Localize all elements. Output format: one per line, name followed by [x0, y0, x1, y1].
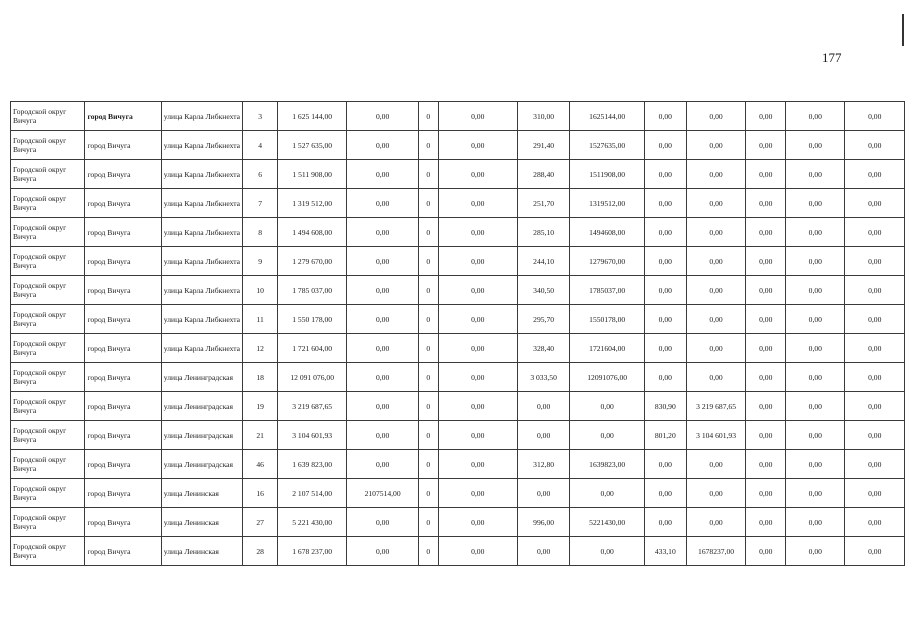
cell-cost-col-12: 0,00 [686, 131, 746, 160]
cell-total-cost: 3 104 601,93 [278, 421, 347, 450]
cell-cost-col-13: 0,00 [746, 450, 786, 479]
cell-cost-col-12: 0,00 [686, 479, 746, 508]
cell-house-number: 16 [243, 479, 278, 508]
cell-cost-col-10: 0,00 [570, 421, 645, 450]
cell-settlement: город Вичуга [85, 218, 161, 247]
cell-settlement: город Вичуга [85, 247, 161, 276]
cell-cost-col-13: 0,00 [746, 537, 786, 566]
scan-edge-mark [902, 14, 904, 46]
cell-settlement: город Вичуга [85, 421, 161, 450]
cell-house-number: 46 [243, 450, 278, 479]
table-row [11, 247, 905, 276]
cell-cost-col-15: 0,00 [845, 247, 905, 276]
cell-area-col-11: 0,00 [644, 363, 686, 392]
cell-municipality: Городской округ Вичуга [11, 392, 85, 421]
cell-street: улица Ленинская [161, 508, 243, 537]
cell-cost-col-15: 0,00 [845, 363, 905, 392]
cell-area-col-9: 0,00 [517, 392, 570, 421]
cell-cost-col-8: 0,00 [438, 131, 517, 160]
cell-municipality: Городской округ Вичуга [11, 102, 85, 131]
cell-cost-col-6: 0,00 [347, 131, 419, 160]
cell-cost-col-14: 0,00 [786, 334, 845, 363]
cell-cost-col-8: 0,00 [438, 508, 517, 537]
cell-cost-col-6: 0,00 [347, 189, 419, 218]
cell-total-cost: 1 527 635,00 [278, 131, 347, 160]
cell-area-col-11: 0,00 [644, 102, 686, 131]
cell-cost-col-10: 1319512,00 [570, 189, 645, 218]
cell-area-col-11: 0,00 [644, 450, 686, 479]
cell-cost-col-8: 0,00 [438, 479, 517, 508]
cell-street: улица Карла Либкнехта [161, 247, 243, 276]
cell-area-col-9: 3 033,50 [517, 363, 570, 392]
cell-settlement: город Вичуга [85, 131, 161, 160]
cell-cost-col-6: 0,00 [347, 363, 419, 392]
cell-cost-col-10: 0,00 [570, 479, 645, 508]
cell-total-cost: 2 107 514,00 [278, 479, 347, 508]
cell-area-col-11: 0,00 [644, 276, 686, 305]
cell-cost-col-14: 0,00 [786, 305, 845, 334]
cell-settlement: город Вичуга [85, 276, 161, 305]
cell-count-col-7: 0 [418, 247, 438, 276]
cell-cost-col-12: 3 104 601,93 [686, 421, 746, 450]
cell-cost-col-14: 0,00 [786, 160, 845, 189]
cell-cost-col-8: 0,00 [438, 363, 517, 392]
cell-street: улица Ленинская [161, 537, 243, 566]
cell-cost-col-6: 0,00 [347, 218, 419, 247]
cell-cost-col-10: 1527635,00 [570, 131, 645, 160]
cell-cost-col-8: 0,00 [438, 189, 517, 218]
cell-area-col-9: 0,00 [517, 537, 570, 566]
cell-count-col-7: 0 [418, 508, 438, 537]
cell-settlement: город Вичуга [85, 102, 161, 131]
cell-house-number: 3 [243, 102, 278, 131]
cell-cost-col-12: 0,00 [686, 450, 746, 479]
cell-count-col-7: 0 [418, 305, 438, 334]
cell-cost-col-10: 1494608,00 [570, 218, 645, 247]
cell-cost-col-14: 0,00 [786, 276, 845, 305]
cell-street: улица Карла Либкнехта [161, 189, 243, 218]
table-row [11, 421, 905, 450]
cell-cost-col-14: 0,00 [786, 450, 845, 479]
cell-house-number: 18 [243, 363, 278, 392]
cell-house-number: 7 [243, 189, 278, 218]
cell-street: улица Ленинская [161, 479, 243, 508]
table-row [11, 334, 905, 363]
cell-total-cost: 5 221 430,00 [278, 508, 347, 537]
cell-area-col-11: 830,90 [644, 392, 686, 421]
cell-cost-col-14: 0,00 [786, 508, 845, 537]
cell-settlement: город Вичуга [85, 392, 161, 421]
cell-area-col-11: 801,20 [644, 421, 686, 450]
cell-area-col-11: 0,00 [644, 305, 686, 334]
cell-total-cost: 1 785 037,00 [278, 276, 347, 305]
table-row [11, 392, 905, 421]
cell-settlement: город Вичуга [85, 189, 161, 218]
cell-cost-col-8: 0,00 [438, 218, 517, 247]
cell-cost-col-13: 0,00 [746, 421, 786, 450]
cell-street: улица Ленинградская [161, 450, 243, 479]
table-row [11, 131, 905, 160]
cell-settlement: город Вичуга [85, 508, 161, 537]
cell-cost-col-13: 0,00 [746, 247, 786, 276]
cell-cost-col-13: 0,00 [746, 363, 786, 392]
cell-area-col-9: 244,10 [517, 247, 570, 276]
cell-cost-col-15: 0,00 [845, 508, 905, 537]
cell-area-col-9: 251,70 [517, 189, 570, 218]
cell-settlement: город Вичуга [85, 160, 161, 189]
cell-area-col-9: 0,00 [517, 479, 570, 508]
cell-count-col-7: 0 [418, 363, 438, 392]
table-row [11, 102, 905, 131]
cell-count-col-7: 0 [418, 218, 438, 247]
cell-cost-col-14: 0,00 [786, 479, 845, 508]
cell-cost-col-15: 0,00 [845, 450, 905, 479]
cell-cost-col-12: 0,00 [686, 218, 746, 247]
cell-municipality: Городской округ Вичуга [11, 189, 85, 218]
cell-total-cost: 1 319 512,00 [278, 189, 347, 218]
cell-street: улица Карла Либкнехта [161, 102, 243, 131]
cell-cost-col-8: 0,00 [438, 247, 517, 276]
cell-cost-col-14: 0,00 [786, 102, 845, 131]
cell-cost-col-12: 1678237,00 [686, 537, 746, 566]
cell-area-col-9: 288,40 [517, 160, 570, 189]
cell-street: улица Карла Либкнехта [161, 334, 243, 363]
cell-cost-col-15: 0,00 [845, 276, 905, 305]
cell-cost-col-15: 0,00 [845, 131, 905, 160]
table-row [11, 363, 905, 392]
cell-cost-col-10: 1511908,00 [570, 160, 645, 189]
cell-cost-col-6: 0,00 [347, 392, 419, 421]
table-row [11, 189, 905, 218]
cell-cost-col-13: 0,00 [746, 508, 786, 537]
cell-cost-col-14: 0,00 [786, 363, 845, 392]
cell-street: улица Ленинградская [161, 421, 243, 450]
cell-cost-col-14: 0,00 [786, 537, 845, 566]
cell-count-col-7: 0 [418, 160, 438, 189]
cell-cost-col-12: 0,00 [686, 363, 746, 392]
cell-cost-col-8: 0,00 [438, 450, 517, 479]
cell-area-col-9: 310,00 [517, 102, 570, 131]
cell-cost-col-8: 0,00 [438, 537, 517, 566]
cell-cost-col-13: 0,00 [746, 392, 786, 421]
cell-cost-col-13: 0,00 [746, 479, 786, 508]
cell-count-col-7: 0 [418, 450, 438, 479]
cell-municipality: Городской округ Вичуга [11, 160, 85, 189]
cell-house-number: 6 [243, 160, 278, 189]
cell-cost-col-8: 0,00 [438, 334, 517, 363]
cell-count-col-7: 0 [418, 189, 438, 218]
cell-cost-col-15: 0,00 [845, 537, 905, 566]
cell-street: улица Карла Либкнехта [161, 218, 243, 247]
cell-cost-col-12: 0,00 [686, 305, 746, 334]
cell-total-cost: 1 279 670,00 [278, 247, 347, 276]
cell-settlement: город Вичуга [85, 334, 161, 363]
cell-cost-col-8: 0,00 [438, 392, 517, 421]
cell-area-col-9: 295,70 [517, 305, 570, 334]
cell-house-number: 21 [243, 421, 278, 450]
cell-cost-col-10: 1785037,00 [570, 276, 645, 305]
cell-cost-col-6: 0,00 [347, 421, 419, 450]
cell-count-col-7: 0 [418, 537, 438, 566]
cell-cost-col-10: 0,00 [570, 392, 645, 421]
cell-count-col-7: 0 [418, 479, 438, 508]
table-row [11, 218, 905, 247]
cell-cost-col-14: 0,00 [786, 189, 845, 218]
cell-settlement: город Вичуга [85, 450, 161, 479]
cell-area-col-11: 433,10 [644, 537, 686, 566]
page-number: 177 [822, 50, 842, 65]
cell-cost-col-10: 1639823,00 [570, 450, 645, 479]
cell-area-col-9: 285,10 [517, 218, 570, 247]
cell-cost-col-14: 0,00 [786, 392, 845, 421]
cell-area-col-9: 328,40 [517, 334, 570, 363]
cell-area-col-11: 0,00 [644, 218, 686, 247]
cell-cost-col-10: 5221430,00 [570, 508, 645, 537]
cell-area-col-11: 0,00 [644, 508, 686, 537]
cell-count-col-7: 0 [418, 334, 438, 363]
table-row [11, 479, 905, 508]
cell-cost-col-13: 0,00 [746, 334, 786, 363]
cell-municipality: Городской округ Вичуга [11, 363, 85, 392]
cell-cost-col-12: 0,00 [686, 276, 746, 305]
cell-cost-col-15: 0,00 [845, 392, 905, 421]
cell-area-col-9: 312,80 [517, 450, 570, 479]
cell-street: улица Карла Либкнехта [161, 160, 243, 189]
cell-street: улица Ленинградская [161, 392, 243, 421]
cell-cost-col-15: 0,00 [845, 102, 905, 131]
cell-cost-col-14: 0,00 [786, 421, 845, 450]
cell-total-cost: 1 625 144,00 [278, 102, 347, 131]
cell-cost-col-10: 1721604,00 [570, 334, 645, 363]
cell-cost-col-6: 0,00 [347, 305, 419, 334]
cell-house-number: 11 [243, 305, 278, 334]
cell-cost-col-6: 2107514,00 [347, 479, 419, 508]
cell-settlement: город Вичуга [85, 305, 161, 334]
cell-house-number: 8 [243, 218, 278, 247]
cell-count-col-7: 0 [418, 102, 438, 131]
cell-total-cost: 1 494 608,00 [278, 218, 347, 247]
cell-cost-col-14: 0,00 [786, 247, 845, 276]
cell-municipality: Городской округ Вичуга [11, 479, 85, 508]
cell-cost-col-8: 0,00 [438, 160, 517, 189]
cell-area-col-9: 0,00 [517, 421, 570, 450]
cell-settlement: город Вичуга [85, 537, 161, 566]
table-body [11, 102, 905, 566]
cell-cost-col-6: 0,00 [347, 334, 419, 363]
cell-municipality: Городской округ Вичуга [11, 276, 85, 305]
cell-cost-col-8: 0,00 [438, 102, 517, 131]
cell-municipality: Городской округ Вичуга [11, 537, 85, 566]
cell-cost-col-12: 0,00 [686, 160, 746, 189]
cell-cost-col-8: 0,00 [438, 305, 517, 334]
cell-cost-col-13: 0,00 [746, 189, 786, 218]
cell-cost-col-12: 0,00 [686, 102, 746, 131]
cell-cost-col-6: 0,00 [347, 160, 419, 189]
cell-cost-col-14: 0,00 [786, 218, 845, 247]
cell-cost-col-12: 3 219 687,65 [686, 392, 746, 421]
cell-area-col-9: 996,00 [517, 508, 570, 537]
cell-municipality: Городской округ Вичуга [11, 508, 85, 537]
cell-area-col-9: 291,40 [517, 131, 570, 160]
cell-house-number: 9 [243, 247, 278, 276]
cell-cost-col-6: 0,00 [347, 102, 419, 131]
cell-house-number: 19 [243, 392, 278, 421]
cell-cost-col-13: 0,00 [746, 276, 786, 305]
cell-cost-col-10: 1550178,00 [570, 305, 645, 334]
cell-area-col-11: 0,00 [644, 334, 686, 363]
cell-municipality: Городской округ Вичуга [11, 450, 85, 479]
cell-total-cost: 1 639 823,00 [278, 450, 347, 479]
cell-cost-col-13: 0,00 [746, 218, 786, 247]
cell-municipality: Городской округ Вичуга [11, 131, 85, 160]
cell-cost-col-6: 0,00 [347, 276, 419, 305]
cell-municipality: Городской округ Вичуга [11, 247, 85, 276]
cell-house-number: 28 [243, 537, 278, 566]
cell-cost-col-13: 0,00 [746, 131, 786, 160]
cell-municipality: Городской округ Вичуга [11, 421, 85, 450]
cell-area-col-11: 0,00 [644, 479, 686, 508]
cell-total-cost: 1 678 237,00 [278, 537, 347, 566]
cell-cost-col-14: 0,00 [786, 131, 845, 160]
cell-cost-col-12: 0,00 [686, 247, 746, 276]
table-row [11, 160, 905, 189]
table-row [11, 305, 905, 334]
table-row [11, 276, 905, 305]
cell-cost-col-13: 0,00 [746, 102, 786, 131]
cell-count-col-7: 0 [418, 131, 438, 160]
cell-municipality: Городской округ Вичуга [11, 218, 85, 247]
cell-house-number: 12 [243, 334, 278, 363]
cell-street: улица Карла Либкнехта [161, 131, 243, 160]
cell-cost-col-8: 0,00 [438, 421, 517, 450]
cell-house-number: 10 [243, 276, 278, 305]
cell-area-col-11: 0,00 [644, 160, 686, 189]
cell-cost-col-13: 0,00 [746, 305, 786, 334]
data-table [10, 101, 905, 566]
table-row [11, 508, 905, 537]
cell-count-col-7: 0 [418, 276, 438, 305]
cell-cost-col-15: 0,00 [845, 334, 905, 363]
cell-cost-col-10: 1279670,00 [570, 247, 645, 276]
cell-cost-col-6: 0,00 [347, 247, 419, 276]
cell-count-col-7: 0 [418, 392, 438, 421]
cell-cost-col-13: 0,00 [746, 160, 786, 189]
cell-cost-col-10: 1625144,00 [570, 102, 645, 131]
cell-cost-col-15: 0,00 [845, 421, 905, 450]
cell-area-col-9: 340,50 [517, 276, 570, 305]
cell-cost-col-15: 0,00 [845, 160, 905, 189]
cell-street: улица Карла Либкнехта [161, 305, 243, 334]
cell-total-cost: 1 511 908,00 [278, 160, 347, 189]
cell-cost-col-15: 0,00 [845, 218, 905, 247]
cell-settlement: город Вичуга [85, 363, 161, 392]
cell-settlement: город Вичуга [85, 479, 161, 508]
cell-cost-col-6: 0,00 [347, 537, 419, 566]
cell-house-number: 4 [243, 131, 278, 160]
cell-cost-col-8: 0,00 [438, 276, 517, 305]
cell-cost-col-12: 0,00 [686, 334, 746, 363]
cell-area-col-11: 0,00 [644, 131, 686, 160]
cell-total-cost: 3 219 687,65 [278, 392, 347, 421]
cell-cost-col-12: 0,00 [686, 508, 746, 537]
cell-area-col-11: 0,00 [644, 247, 686, 276]
cell-cost-col-15: 0,00 [845, 305, 905, 334]
cell-street: улица Ленинградская [161, 363, 243, 392]
cell-street: улица Карла Либкнехта [161, 276, 243, 305]
cell-cost-col-15: 0,00 [845, 479, 905, 508]
cell-area-col-11: 0,00 [644, 189, 686, 218]
table-row [11, 450, 905, 479]
table-row [11, 537, 905, 566]
cell-cost-col-10: 12091076,00 [570, 363, 645, 392]
cell-total-cost: 1 721 604,00 [278, 334, 347, 363]
cell-house-number: 27 [243, 508, 278, 537]
cell-municipality: Городской округ Вичуга [11, 305, 85, 334]
cell-municipality: Городской округ Вичуга [11, 334, 85, 363]
cell-cost-col-15: 0,00 [845, 189, 905, 218]
cell-cost-col-6: 0,00 [347, 508, 419, 537]
cell-cost-col-12: 0,00 [686, 189, 746, 218]
cell-total-cost: 1 550 178,00 [278, 305, 347, 334]
cell-cost-col-6: 0,00 [347, 450, 419, 479]
cell-count-col-7: 0 [418, 421, 438, 450]
cell-total-cost: 12 091 076,00 [278, 363, 347, 392]
cell-cost-col-10: 0,00 [570, 537, 645, 566]
